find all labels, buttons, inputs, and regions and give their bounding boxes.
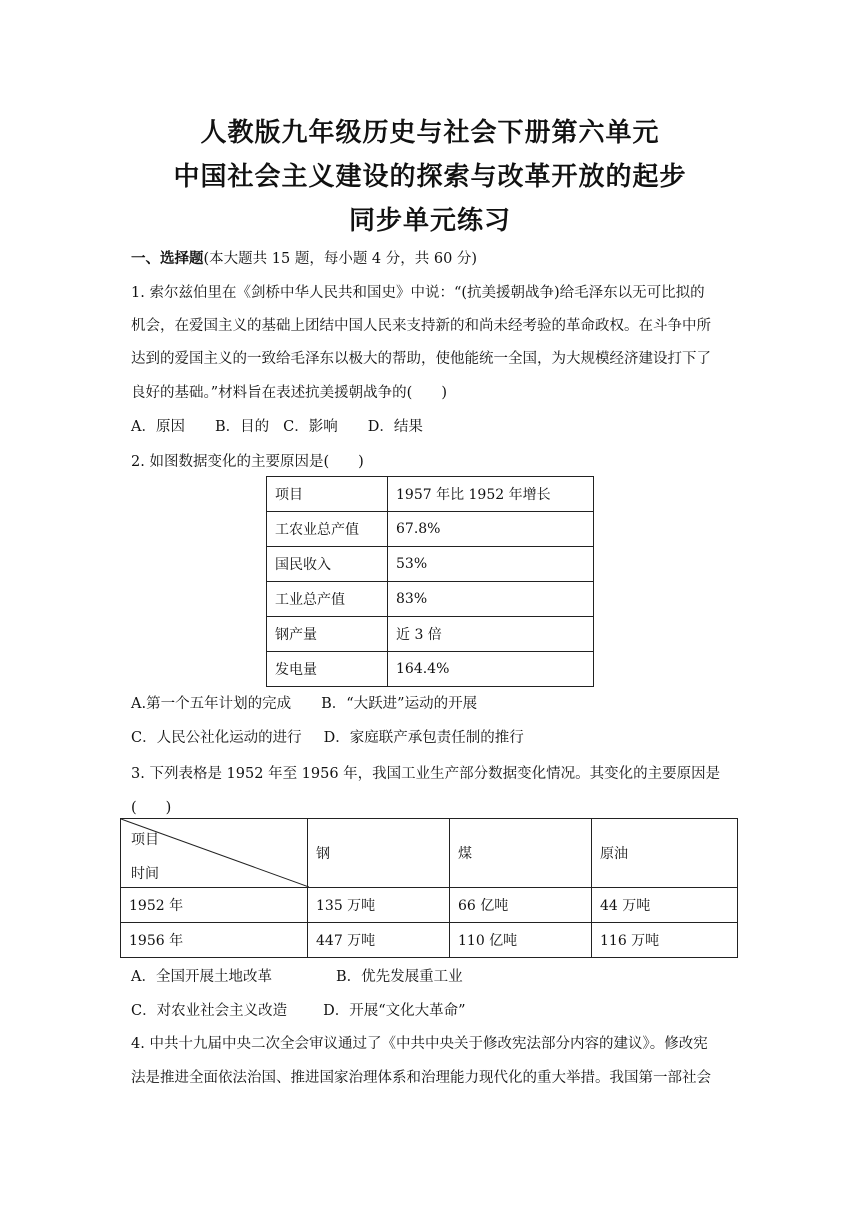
table-cell: 67.8% (388, 512, 594, 547)
table-cell: 工业总产值 (267, 582, 388, 617)
table-cell: 53% (388, 547, 594, 582)
q3-stem: 3. 下列表格是 1952 年至 1956 年，我国工业生产部分数据变化情况。其变化的主要原因是 (131, 766, 721, 782)
q2-option-b[interactable]: B．“大跃进”运动的开展 (321, 696, 478, 712)
table-cell: 项目 (267, 477, 388, 512)
table-row (267, 512, 594, 547)
q1-option-c[interactable]: C．影响 (283, 419, 338, 435)
table-cell: 1956 年 (121, 923, 308, 958)
table-cell: 国民收入 (267, 547, 388, 582)
q1-option-a[interactable]: A．原因 (131, 419, 185, 435)
q1-options (131, 415, 423, 436)
diagonal-header-cell (121, 819, 308, 888)
section-heading-note: (本大题共 15 题，每小题 4 分，共 60 分) (203, 251, 478, 267)
table-cell: 近 3 倍 (388, 617, 594, 652)
table-row (121, 888, 738, 923)
q1-option-b[interactable]: B．目的 (214, 419, 270, 435)
table-cell: 83% (388, 582, 594, 617)
table-cell: 116 万吨 (592, 923, 738, 958)
q3-option-d[interactable]: D．开展“文化大革命” (323, 1003, 466, 1019)
table-row (267, 582, 594, 617)
table-cell: 447 万吨 (308, 923, 450, 958)
table-cell: 44 万吨 (592, 888, 738, 923)
q2-data-table (266, 476, 594, 687)
table-cell: 1957 年比 1952 年增长 (388, 477, 594, 512)
table-row (267, 652, 594, 687)
table-cell: 发电量 (267, 652, 388, 687)
table-row (267, 477, 594, 512)
q3-data-table (120, 818, 738, 958)
table-header-row (121, 819, 738, 888)
q2-options-row1 (131, 692, 477, 713)
q1-line: 1. 索尔兹伯里在《剑桥中华人民共和国史》中说：“(抗美援朝战争)给毛泽东以无可比拟的 (131, 285, 705, 301)
table-cell: 工农业总产值 (267, 512, 388, 547)
q3-option-c[interactable]: C．对农业社会主义改造 (131, 1003, 288, 1019)
q2-option-a[interactable]: A.第一个五年计划的完成 (131, 696, 292, 712)
header-corner-top: 项目 (131, 832, 159, 848)
section-heading (131, 247, 477, 268)
table-row (267, 547, 594, 582)
column-header: 原油 (592, 819, 738, 888)
q4-line: 4. 中共十九届中央二次全会审议通过了《中共中央关于修改宪法部分内容的建议》。修改宪 (131, 1036, 708, 1052)
q3-options-row1 (131, 965, 463, 986)
document-title-line1: 人教版九年级历史与社会下册第六单元 (200, 118, 660, 148)
q4-line: 法是推进全面依法治国、推进国家治理体系和治理能力现代化的重大举措。我国第一部社会 (131, 1070, 711, 1086)
header-corner-bottom: 时间 (131, 866, 159, 882)
table-cell: 钢产量 (267, 617, 388, 652)
q2-options-row2 (131, 726, 524, 747)
column-header: 煤 (450, 819, 592, 888)
q2-option-c[interactable]: C．人民公社化运动的进行 (131, 730, 302, 746)
table-row (121, 923, 738, 958)
section-heading-label: 一、选择题 (131, 251, 204, 267)
table-cell: 164.4% (388, 652, 594, 687)
q3-stem-blank: ( ) (131, 800, 172, 816)
q1-line: 机会，在爱国主义的基础上团结中国人民来支持新的和尚未经考验的革命政权。在斗争中所 (131, 318, 711, 334)
q1-line: 达到的爱国主义的一致给毛泽东以极大的帮助，使他能统一全国，为大规模经济建设打下了 (131, 351, 711, 367)
table-cell: 135 万吨 (308, 888, 450, 923)
document-title-line3: 同步单元练习 (348, 206, 511, 236)
q3-option-a[interactable]: A．全国开展土地改革 (131, 969, 272, 985)
table-row (267, 617, 594, 652)
table-cell: 1952 年 (121, 888, 308, 923)
q1-line: 良好的基础。”材料旨在表述抗美援朝战争的( ) (131, 385, 447, 401)
q2-stem: 2. 如图数据变化的主要原因是( ) (131, 454, 364, 470)
column-header: 钢 (308, 819, 450, 888)
table-cell: 66 亿吨 (450, 888, 592, 923)
table-cell: 110 亿吨 (450, 923, 592, 958)
q1-option-d[interactable]: D．结果 (367, 419, 423, 435)
q3-options-row2 (131, 999, 466, 1020)
q3-option-b[interactable]: B．优先发展重工业 (335, 969, 463, 985)
q2-option-d[interactable]: D．家庭联产承包责任制的推行 (323, 730, 524, 746)
document-title-line2: 中国社会主义建设的探索与改革开放的起步 (173, 162, 687, 192)
